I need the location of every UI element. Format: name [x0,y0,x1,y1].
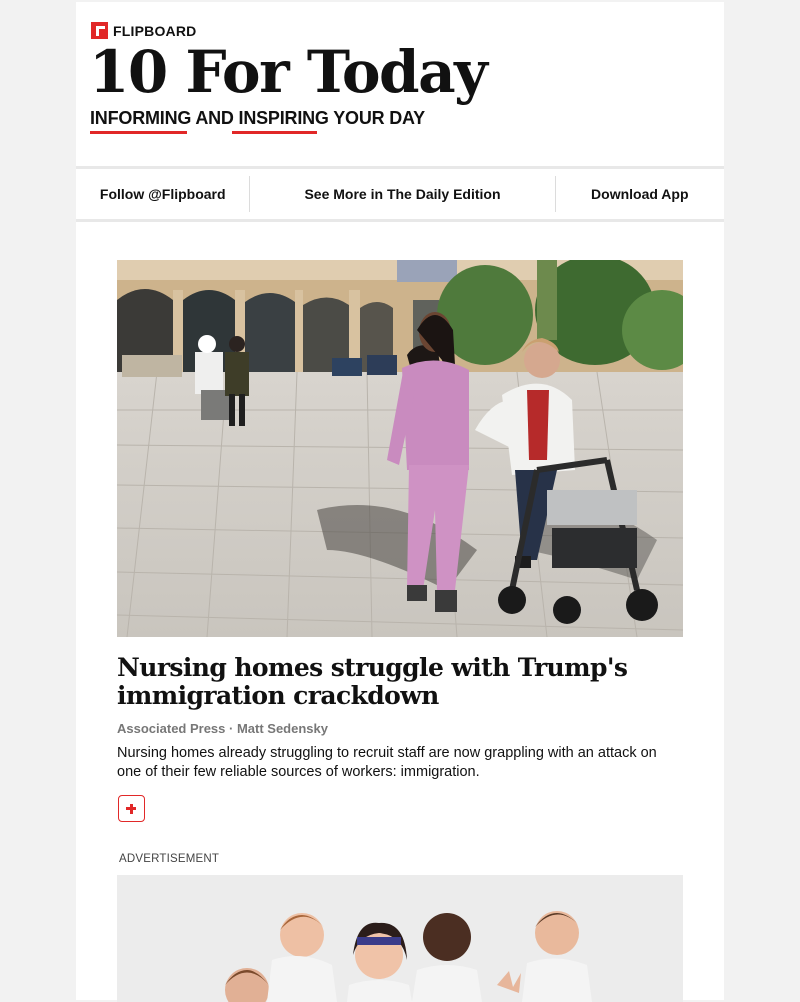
nav-bar [76,166,724,222]
article-summary: Nursing homes already struggling to recruit staff are now grappling with an attack on one of their few reliable sources of workers: immigration. [117,745,657,780]
article-hero-image[interactable] [117,260,683,637]
see-more-daily-edition-link[interactable]: See More in The Daily Edition [304,186,501,202]
article-byline: Associated Press · Matt Sedensky [117,721,328,736]
header [76,2,724,165]
page-title: 10 For Today [89,38,487,106]
tagline-underline-informing [90,131,187,134]
add-plus-icon[interactable] [118,795,145,822]
download-app-link[interactable]: Download App [591,186,689,202]
logo-text: FLIPBOARD [113,22,197,39]
flipboard-logo-icon [91,22,108,39]
tagline-underline-inspiring [232,131,317,134]
tagline: INFORMING AND INSPIRING YOUR DAY [90,108,425,128]
flipboard-logo[interactable] [91,22,196,39]
article-headline[interactable]: Nursing homes struggle with Trump's immigration crackdown [117,653,628,710]
email-card [76,2,724,1000]
follow-flipboard-link[interactable]: Follow @Flipboard [99,186,226,202]
advertisement-image[interactable] [117,875,683,1002]
advertisement-label: ADVERTISEMENT [119,853,220,865]
